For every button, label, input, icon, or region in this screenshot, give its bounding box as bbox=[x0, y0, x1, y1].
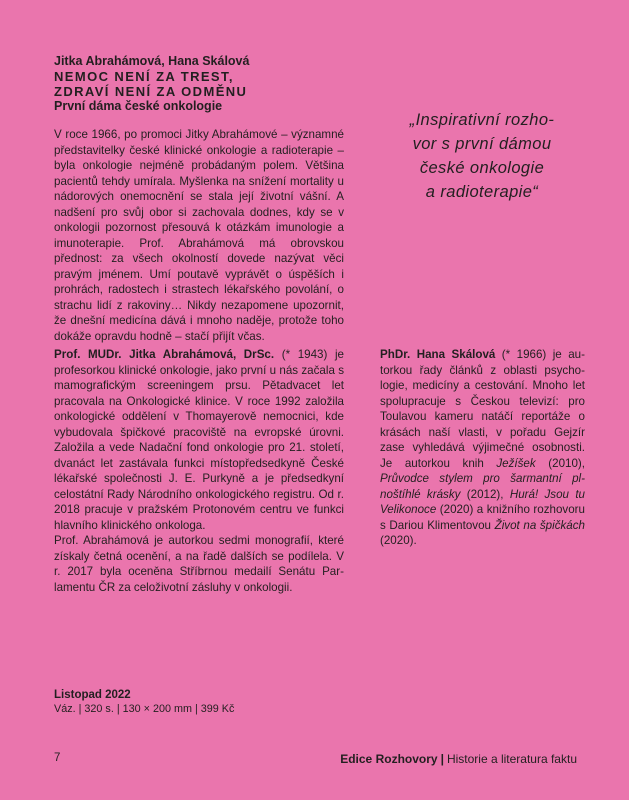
bio-skalova-text-5: (2020). bbox=[380, 534, 417, 547]
publication-info bbox=[54, 688, 314, 716]
bio-skalova-text-4: (2020) a knižního rozhovoru s Dariou Klimentovou bbox=[380, 503, 585, 532]
footer-separator: | bbox=[440, 752, 444, 766]
book-header bbox=[54, 54, 314, 114]
book-title-line-2: ZDRAVÍ NENÍ ZA ODMĚNU bbox=[54, 84, 248, 99]
intro-section bbox=[54, 127, 344, 344]
bio-skalova-text-1: (* 1966) je autorkou řady článků z oblasti psychologie, medicíny a cestování. Mnoho let spolupracuje s Českou televizí: pro Toulavou kameru natáčí reportáže o krásách naší vlasti, v pořadu Gejzír zase vyhledává výjimečné osobnosti. Je autorkou knih bbox=[380, 348, 585, 470]
pull-quote-line-4: a radioterapie“ bbox=[425, 183, 539, 201]
bio-skalova-book-4: Život na špičkách bbox=[494, 518, 585, 532]
pull-quote-line-1: „Inspirativní rozho- bbox=[409, 111, 555, 129]
bio-skalova-name: PhDr. Hana Skálová bbox=[380, 348, 496, 361]
pull-quote-line-3: české onkologie bbox=[419, 159, 545, 177]
publication-specs: Váz. | 320 s. | 130 × 200 mm | 399 Kč bbox=[54, 703, 235, 715]
edition-name: Edice Rozhovory bbox=[340, 752, 438, 766]
author-bio-abrahamova bbox=[54, 347, 344, 595]
bio-skalova-text-2: (2010), bbox=[535, 456, 585, 470]
book-title-line-1: NEMOC NENÍ ZA TREST, bbox=[54, 69, 234, 84]
page-number: 7 bbox=[54, 752, 61, 764]
book-authors: Jitka Abrahámová, Hana Skálová bbox=[54, 54, 250, 68]
bio-skalova-book-3: Hurá! Jsou tu Velikonoce bbox=[380, 487, 585, 516]
bio-abrahamova-paragraph-2: Prof. Abrahámová je autorkou sedmi monografií, které získaly četná ocenění, a na řadě dalších se podílela. V r. 2017 byla oceněna Stříbrnou medailí Senátu Parlamentu ČR za celoživotní zásluhy v onkologii. bbox=[54, 534, 344, 594]
publication-date: Listopad 2022 bbox=[54, 689, 131, 701]
footer-edition bbox=[340, 752, 577, 766]
book-subtitle: První dáma české onkologie bbox=[54, 99, 223, 113]
bio-skalova-paragraph bbox=[380, 347, 585, 549]
bio-skalova-book-1: Ježíšek bbox=[496, 456, 536, 470]
bio-abrahamova-name: Prof. MUDr. Jitka Abrahámová, DrSc. bbox=[54, 348, 275, 361]
pull-quote bbox=[372, 108, 592, 204]
bio-abrahamova-paragraph-1 bbox=[54, 347, 344, 533]
intro-paragraph: V roce 1966, po promoci Jitky Abrahámové – významné představitelky české klinické onkologie a radioterapie – byla onkologie nejméně probádaným polem. Většina pacientů tehdy umírala. Myšlenka na snížení mortality u nádorových onemocnění se stala její životní vášní. A nadšení pro svůj obor si zachovala dodnes, kdy se v onkologii pozornost přesouvá k otázkám imunologie a imunoterapie. Prof. Abrahámová má obrovskou přednost: za všech okolností dovede nazývat věci pravým jménem. Umí poutavě vyprávět o úspěších i prohrách, radostech i strastech lékařského povolání, o strachu lidí z rakoviny… Nikdy nezapomene upozornit, že dnešní medicína dává i mnoho naděje, protože toho dokáže opravdu hodně – stačí přijít včas. bbox=[54, 128, 344, 343]
pull-quote-line-2: vor s první dámou bbox=[412, 135, 552, 153]
bio-skalova-book-2: Průvodce stylem pro šarmantní plnoštíhlé krásky bbox=[380, 472, 585, 501]
bio-skalova-text-3: (2012), bbox=[460, 487, 510, 501]
bio-abrahamova-text: (* 1943) je profesorkou klinické onkologie, jako první u nás začala s mamografickým screeningem prsu. Pětadvacet let pracovala na Onkologické klinice. V roce 1992 založila onkologické oddělení v Thomayerově nemocnici, kde vybudovala špičkové pracoviště na evropské úrovni. Založila a vede Nadační fond onkologie pro 21. století, dvanáct let zastávala funkci místopředsedkyně České lékařské společnosti J. E. Purkyně a je předsedkyní celostátní Rady Národního onkologického registru. Od r. 2018 pracuje v pražském Protonovém centru ve funkci hlavního klinického onkologa. bbox=[54, 348, 344, 532]
author-bio-skalova bbox=[380, 347, 585, 549]
edition-genre: Historie a literatura faktu bbox=[446, 752, 577, 766]
